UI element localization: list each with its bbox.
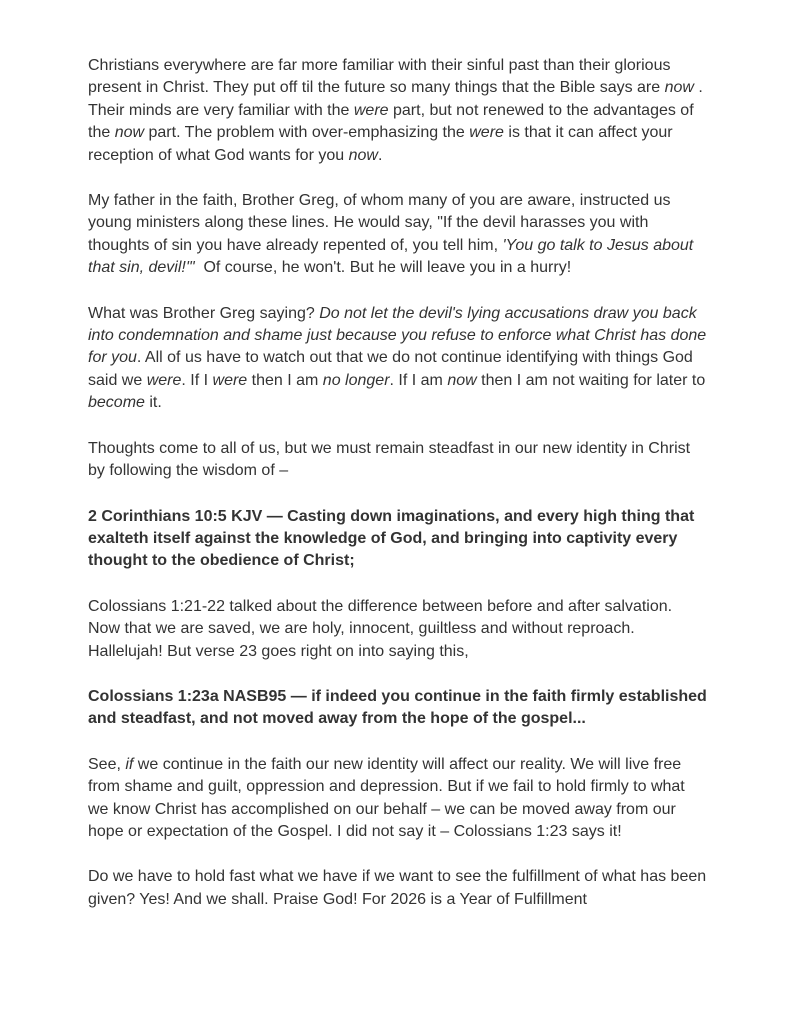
text-run: is that it can affect your reception of what God wants for you	[88, 124, 678, 164]
emphasized-text: were	[146, 371, 182, 389]
text-run: .	[377, 146, 383, 164]
paragraph-hold-fast	[88, 866, 711, 911]
text-run: Colossians 1:21-22 talked about the difference between before and after salvation. Now that we are saved, we are holy, innocent, guiltless and without reproach. Hallelujah! But verse 23 goes right on into saying this,	[88, 597, 677, 660]
text-run: See,	[88, 755, 126, 773]
text-run: Do we have to hold fast what we have if we want to see the fulfillment of what has been given? Yes! And we shall. Praise God! For 2026 is a Year of Fulfillment	[88, 868, 711, 908]
text-run: . If I	[181, 371, 213, 389]
text-run: . Their minds are very familiar with the	[88, 79, 708, 119]
emphasized-text: now	[447, 371, 477, 389]
emphasized-text: now	[114, 124, 145, 142]
text-run: 2 Corinthians 10:5 KJV — Casting down imaginations, and every high thing that exalteth itself against the knowledge of God, and bringing into captivity every thought to the obedience of Christ;	[88, 507, 699, 570]
paragraph-continue-in-faith	[88, 754, 707, 844]
text-run: Thoughts come to all of us, but we must remain steadfast in our new identity in Christ by following the wisdom of –	[88, 439, 695, 480]
paragraph-sinful-past-vs-present	[88, 55, 707, 167]
text-run: then I am not waiting for later to	[476, 371, 710, 389]
scripture-2-corinthians-10-5	[88, 506, 707, 573]
emphasized-text: 'You go talk to Jesus about that sin, devil!'"	[88, 236, 698, 277]
text-run: we continue in the faith our new identity will affect our reality. We will live free from shame and guilt, oppression and depression. But if we fail to hold firmly to what we know Christ has accomplished on our behalf – we can be moved away from our hope or expectation of the Gospel. I did not say it – Colossians 1:23 says it!	[88, 755, 690, 840]
text-run: . All of us have to watch out that we do not continue identifying with things God said we	[88, 349, 698, 389]
text-run: My father in the faith, Brother Greg, of whom many of you are aware, instructed us young ministers along these lines. He would say, "If the devil harasses you with thoughts of sin you have already repented of, you tell him,	[88, 192, 675, 254]
text-run: Of course, he won't. But he will leave you in a hurry!	[194, 259, 572, 277]
emphasized-text: now	[348, 146, 378, 164]
paragraph-brother-greg-meaning	[88, 303, 711, 415]
emphasized-text: Do not let the devil's lying accusations draw you back into condemnation and shame just because you refuse to enforce what Christ has done for you	[88, 304, 711, 367]
emphasized-text: now	[664, 79, 694, 97]
paragraph-brother-greg-instruction	[88, 190, 707, 280]
text-run: Colossians 1:23a NASB95 — if indeed you continue in the faith firmly established and steadfast, and not moved away from the hope of the gospel...	[88, 687, 712, 728]
text-run: it.	[144, 394, 162, 412]
text-run: part. The problem with over-emphasizing the	[144, 124, 470, 142]
paragraph-thoughts-steadfast	[88, 438, 707, 483]
emphasized-text: were	[353, 101, 389, 119]
emphasized-text: were	[212, 371, 248, 389]
text-run: What was Brother Greg saying?	[88, 304, 320, 322]
document-content	[88, 55, 712, 934]
emphasized-text: no longer	[322, 371, 390, 389]
emphasized-text: were	[469, 124, 504, 142]
emphasized-text: if	[125, 755, 134, 773]
paragraph-colossians-1-21-22	[88, 596, 707, 663]
text-run: . If I am	[389, 371, 448, 389]
text-run: then I am	[247, 371, 323, 389]
emphasized-text: become	[88, 394, 145, 412]
text-run: Christians everywhere are far more familiar with their sinful past than their glorious present in Christ. They put off til the future so many things that the Bible says are	[88, 57, 675, 97]
text-run: part, but not renewed to the advantages of the	[88, 101, 699, 142]
scripture-colossians-1-23a	[88, 686, 712, 731]
